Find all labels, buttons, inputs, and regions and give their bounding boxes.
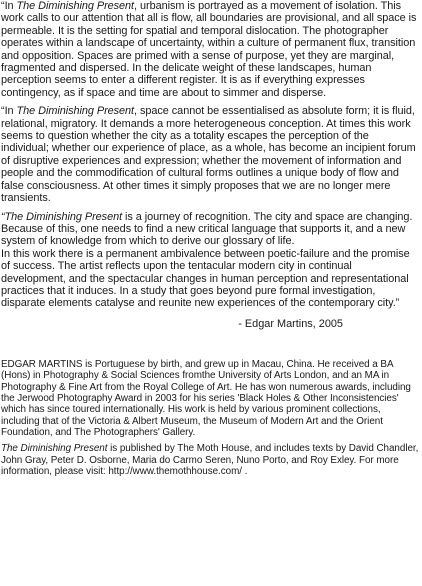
artist-bio xyxy=(1,359,419,477)
essay-signature: - Edgar Martins, 2005 xyxy=(238,317,343,330)
essay-paragraph-3 xyxy=(1,211,419,248)
paragraph-text: is a journey of recognition. The city and space are changing. Because of this, one needs to find a new critical language that supports it, and a new system of knowledge from which to derive our glossary of life. xyxy=(1,210,413,248)
paragraph-text: , space cannot be essentialised as absolute form; it is fluid, relational, migratory. It demands a more heterogeneous conception. At times this work seems to question whether the city as a totality escapes the perception of the individual; whether our experience of place, as a whole, has become an incipient forum of disruptive experiences and expression; whether the movement of information and people and the commodification of cultural forms outlines a unique body of flow and false consciousness. At other times it simply proposes that we are no longer mere transients. xyxy=(1,105,416,205)
publisher-note xyxy=(1,443,419,477)
bio-text: EDGAR MARTINS is Portuguese by birth, and grew up in Macau, China. He received a BA (Hons) in Photography & Social Sciences fromthe University of Arts London, and an MA in Photography & Fine Art from the Royal College of Art. He has won numerous awards, including the Jerwood Photography Award in 2003 for his series 'Black Holes & Other Inconsistencies' which has since toured internationally. His work is held by various prominent collections, including that of the Victoria & Albert Museum, the Museum of Modern Art and the Orient Foundation, and The Photographers' Gallery. xyxy=(1,359,411,438)
book-title: The Diminishing Present xyxy=(1,443,108,455)
paragraph-text: , urbanism is portrayed as a movement of isolation. This work calls to our attention that all is flow, all boundaries are provisional, and all space is permeable. It is the setting for spatial and temporal dislocation. The photographer operates within a landscape of uncertainty, within a culture of permanent flux, transition and opposition. Spaces are primed with a sense of purpose, yet they are marginal, fragmented and dispersed. In the delicate weight of these landscapes, human perception seems to enter a different register. It is as if everything expresses contingency, as if space and time are about to simmer and disperse. xyxy=(1,0,417,99)
essay-paragraph-2 xyxy=(1,105,419,204)
book-title: The Diminishing Present xyxy=(4,210,123,223)
quote-open: “ xyxy=(1,210,5,223)
essay-quote xyxy=(1,0,419,330)
essay-paragraph-4: In this work there is a permanent ambivalence between poetic-failure and the promise of success. The artist reflects upon the tentacular modern city in continual development, and the spectacular changes in human perception and representational practices that it induces. In a study that goes beyond pure formal investigation, disparate elements catalyse and reunite new experiences of the contemporary city.” xyxy=(1,247,410,310)
publisher-text: is published by The Moth House, and includes texts by David Chandler, John Gray, Peter D. Osborne, Maria do Carmo Seren, Nuno Porto, and Roy Exley. For more information, please visit: http://www.themothhouse.com/ . xyxy=(1,443,419,477)
essay-paragraph-1 xyxy=(1,0,419,99)
book-title: The Diminishing Present xyxy=(16,105,135,118)
quote-open: “In xyxy=(1,0,17,12)
book-title: The Diminishing Present xyxy=(16,0,135,12)
quote-open: “In xyxy=(1,105,17,118)
